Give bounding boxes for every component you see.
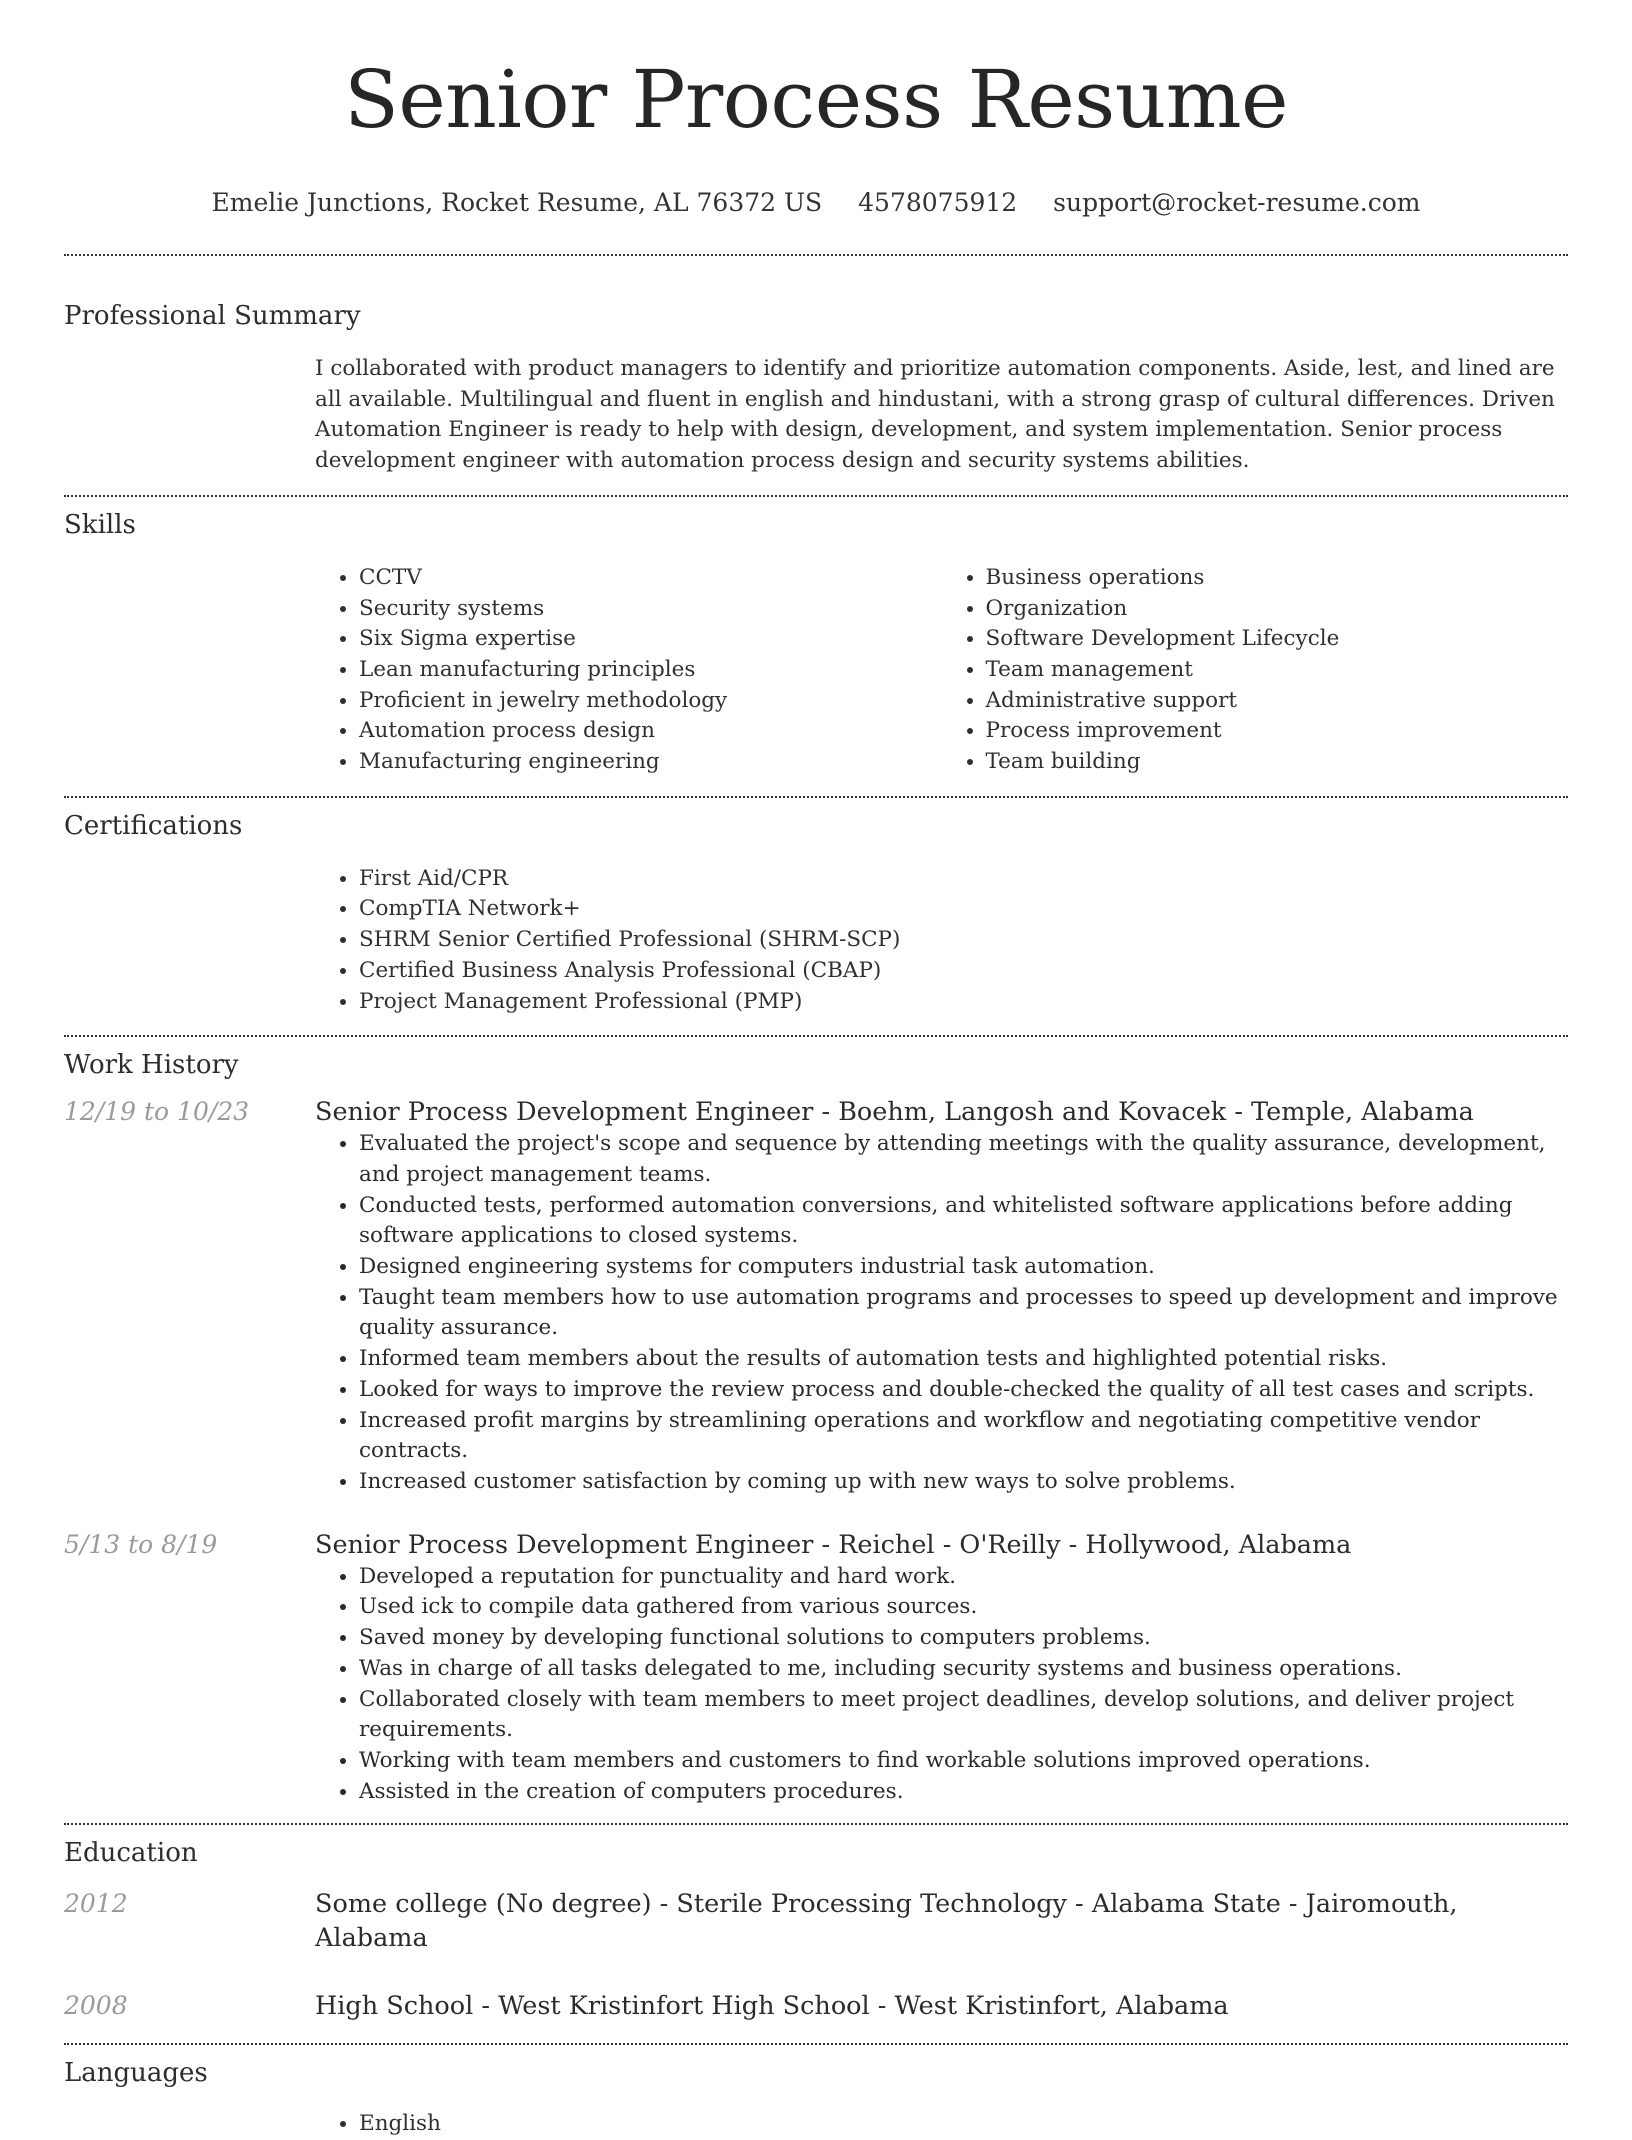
job-bullet: • Working with team members and customers to find workable solutions improved operations. — [359, 1746, 1568, 1777]
job-title: Senior Process Development Engineer — [315, 1097, 814, 1128]
certifications-items — [315, 864, 1568, 1018]
education-school: Alabama State — [1091, 1889, 1281, 1920]
job-bullets — [315, 1129, 1568, 1497]
job-bullet: • Developed a reputation for punctuality and hard work. — [359, 1562, 1568, 1593]
job-bullets — [315, 1562, 1568, 1808]
education-list — [64, 1887, 1568, 2023]
summary-text: I collaborated with product managers to identify and prioritize automation components. Aside, lest, and lined are all available. Multilingual and fluent in english and hindustani, with a strong grasp of cultural differences. Driven Automation Engineer is ready to help with design, development, and system implementation. Senior process development engineer with automation process design and security systems abilities. — [315, 356, 1555, 474]
job-heading — [315, 1095, 1568, 1129]
skill-item: • Security systems — [359, 594, 942, 625]
education-year: 2012 — [64, 1889, 128, 1919]
contact-address: Emelie Junctions, Rocket Resume, AL 76372 US — [211, 188, 823, 217]
skill-item: • Six Sigma expertise — [359, 624, 942, 655]
education-degree: High School — [315, 1991, 474, 2022]
separator: - — [473, 1991, 499, 2022]
resume-page — [64, 0, 1568, 2140]
job-details — [315, 1095, 1568, 1497]
education-entry — [64, 1989, 1568, 2023]
job-bullet: • Increased customer satisfaction by coming up with new ways to solve problems. — [359, 1467, 1568, 1498]
education-degree: Some college (No degree) — [315, 1889, 652, 1920]
education-location: Jairomouth, Alabama — [315, 1889, 1458, 1954]
job-details — [315, 1528, 1568, 1808]
job-company: Boehm, Langosh and Kovacek — [838, 1097, 1227, 1128]
skill-item: • Automation process design — [359, 716, 942, 747]
skill-item: • Organization — [986, 594, 1569, 625]
education-year: 2008 — [64, 1991, 128, 2021]
job-bullet: • Taught team members how to use automation programs and processes to speed up development and improve quality assurance. — [359, 1283, 1568, 1344]
separator: - — [1066, 1889, 1092, 1920]
job-entry — [64, 1095, 1568, 1497]
job-bullet: • Collaborated closely with team members to meet project deadlines, develop solutions, and deliver project requirements. — [359, 1685, 1568, 1746]
job-entry — [64, 1528, 1568, 1808]
job-bullet: • Increased profit margins by streamlining operations and workflow and negotiating competitive vendor contracts. — [359, 1406, 1568, 1467]
section-heading-languages: Languages — [64, 2058, 208, 2089]
skills-column-right — [942, 563, 1569, 778]
job-bullet: • Assisted in the creation of computers procedures. — [359, 1777, 1568, 1808]
separator: - — [813, 1097, 839, 1128]
education-location: West Kristinfort, Alabama — [894, 1991, 1229, 2022]
skill-item: • Manufacturing engineering — [359, 747, 942, 778]
job-bullet: • Informed team members about the results of automation tests and highlighted potential risks. — [359, 1344, 1568, 1375]
skills-column-left — [315, 563, 942, 778]
divider — [64, 1035, 1568, 1037]
contact-email[interactable]: support@rocket-resume.com — [1053, 188, 1421, 217]
certification-item: • Project Management Professional (PMP) — [359, 987, 1568, 1018]
job-heading — [315, 1528, 1568, 1562]
job-location: Temple, Alabama — [1251, 1097, 1474, 1128]
education-school: West Kristinfort High School — [498, 1991, 870, 2022]
divider — [64, 796, 1568, 798]
certifications-list — [315, 864, 1568, 1018]
section-heading-work-history: Work History — [64, 1050, 239, 1081]
skill-item: • Team building — [986, 747, 1569, 778]
resume-title: Senior Process Resume — [344, 53, 1288, 146]
separator: - — [1060, 1529, 1086, 1560]
job-bullet: • Used ick to compile data gathered from various sources. — [359, 1592, 1568, 1623]
section-heading-summary: Professional Summary — [64, 301, 361, 331]
job-bullet: • Looked for ways to improve the review process and double-checked the quality of all test cases and scripts. — [359, 1375, 1568, 1406]
separator: - — [651, 1889, 677, 1920]
skill-item: • Proficient in jewelry methodology — [359, 686, 942, 717]
job-bullet: • Saved money by developing functional solutions to computers problems. — [359, 1623, 1568, 1654]
skill-item: • Software Development Lifecycle — [986, 624, 1569, 655]
job-bullet: • Conducted tests, performed automation conversions, and whitelisted software applications before adding software applications to closed systems. — [359, 1191, 1568, 1252]
education-heading — [315, 1989, 1568, 2023]
education-entry — [64, 1887, 1568, 1955]
divider — [64, 1823, 1568, 1825]
certification-item: • SHRM Senior Certified Professional (SHRM-SCP) — [359, 925, 1568, 956]
skills-list — [315, 563, 1568, 778]
divider — [64, 254, 1568, 256]
work-history-list — [64, 1095, 1568, 1807]
certification-item: • CompTIA Network+ — [359, 894, 1568, 925]
separator: - — [869, 1991, 895, 2022]
job-bullet: • Evaluated the project's scope and sequence by attending meetings with the quality assurance, development, and project management teams. — [359, 1129, 1568, 1190]
job-location: Hollywood, Alabama — [1085, 1529, 1352, 1560]
skill-item: • Process improvement — [986, 716, 1569, 747]
certification-item: • Certified Business Analysis Professional (CBAP) — [359, 956, 1568, 987]
separator: - — [1280, 1889, 1306, 1920]
skill-item: • Business operations — [986, 563, 1569, 594]
job-bullet: • Designed engineering systems for computers industrial task automation. — [359, 1252, 1568, 1283]
certification-item: • First Aid/CPR — [359, 864, 1568, 895]
contact-line — [64, 188, 1568, 218]
languages-list — [315, 2109, 1568, 2140]
separator: - — [813, 1529, 839, 1560]
section-heading-skills: Skills — [64, 509, 136, 540]
skill-item: • Lean manufacturing principles — [359, 655, 942, 686]
job-bullet: • Was in charge of all tasks delegated to me, including security systems and business operations. — [359, 1654, 1568, 1685]
divider — [64, 2043, 1568, 2045]
skill-item: • Team management — [986, 655, 1569, 686]
education-field: Sterile Processing Technology — [676, 1889, 1067, 1920]
section-heading-education: Education — [64, 1838, 198, 1869]
education-heading — [315, 1887, 1568, 1955]
contact-phone: 4578075912 — [858, 188, 1018, 217]
divider — [64, 495, 1568, 497]
skill-item: • Administrative support — [986, 686, 1569, 717]
separator: - — [1226, 1097, 1252, 1128]
job-company: Reichel - O'Reilly — [838, 1529, 1061, 1560]
language-item: • English — [359, 2109, 1568, 2140]
job-dates: 5/13 to 8/19 — [64, 1529, 218, 1559]
job-dates: 12/19 to 10/23 — [64, 1097, 250, 1127]
job-title: Senior Process Development Engineer — [315, 1529, 814, 1560]
skill-item: • CCTV — [359, 563, 942, 594]
section-heading-certifications: Certifications — [64, 810, 243, 841]
languages-items — [315, 2109, 1568, 2140]
